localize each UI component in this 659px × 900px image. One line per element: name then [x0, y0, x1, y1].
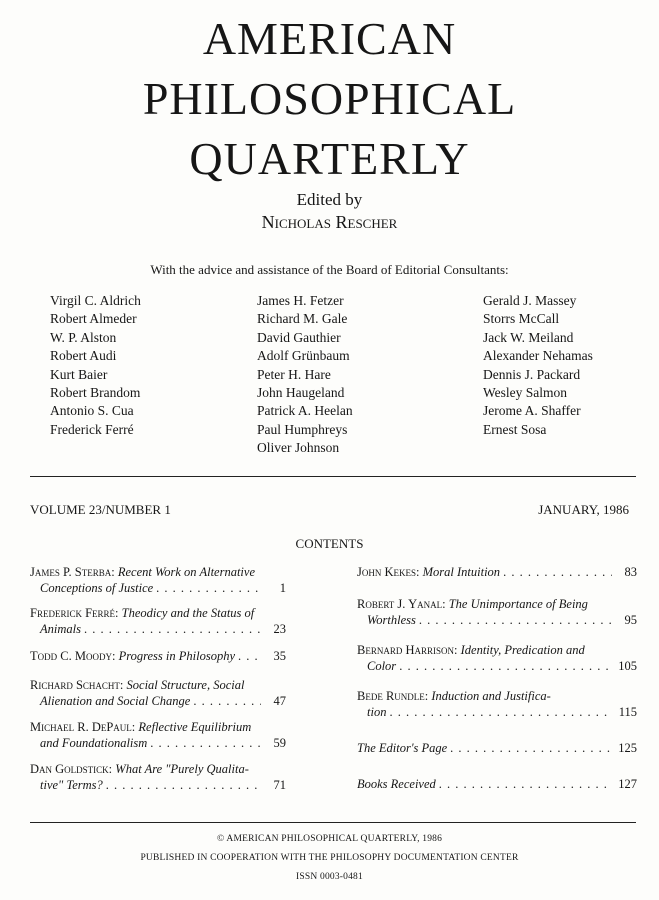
toc-entry[interactable]: [30, 565, 286, 596]
masthead-line-american: AMERICAN: [202, 13, 457, 64]
issue-date: JANUARY, 1986: [538, 502, 629, 517]
toc-title-cont: and Foundationalism: [40, 735, 148, 750]
toc-author: John Kekes:: [357, 565, 420, 579]
toc-title: Progress in Philosophy: [118, 649, 235, 663]
consultant-name: Gerald J. Massey: [483, 293, 577, 308]
toc-page: 47: [273, 693, 286, 708]
toc-entry[interactable]: [30, 720, 286, 751]
consultant-name: Virgil C. Aldrich: [50, 293, 141, 308]
toc-page: 59: [273, 735, 286, 750]
consultant-name: Frederick Ferré: [50, 421, 134, 437]
contents-heading: CONTENTS: [295, 536, 364, 551]
consultant-name: Robert Almeder: [50, 311, 137, 327]
footer-published: PUBLISHED IN COOPERATION WITH THE PHILOSOPHY DOCUMENTATION CENTER: [140, 853, 519, 863]
toc-title: Social Structure, Social: [126, 678, 245, 692]
consultant-name: John Haugeland: [257, 385, 345, 401]
consultant-name: David Gauthier: [257, 329, 341, 345]
toc-title: The Unimportance of Being: [448, 597, 588, 611]
toc-page: 125: [618, 741, 637, 755]
consultant-name: Patrick A. Heelan: [257, 403, 353, 419]
consultant-name: James H. Fetzer: [257, 293, 344, 308]
consultants-column-2: [257, 292, 353, 458]
toc-entry[interactable]: [30, 678, 286, 709]
consultants-column-1: [50, 292, 141, 439]
toc-title: Theodicy and the Status of: [121, 606, 255, 620]
masthead-line-quarterly: QUARTERLY: [189, 133, 470, 184]
toc-entry[interactable]: [357, 565, 637, 581]
toc-title-cont: Alienation and Social Change: [40, 693, 191, 708]
consultant-name: Jerome A. Shaffer: [483, 403, 581, 419]
masthead-line-philosophical: PHILOSOPHICAL: [142, 73, 517, 124]
consultant-name: Paul Humphreys: [257, 421, 348, 437]
toc-page: 83: [624, 565, 637, 579]
consultant-name: Richard M. Gale: [257, 311, 348, 327]
toc-entry[interactable]: [357, 741, 637, 757]
consultant-name: W. P. Alston: [50, 329, 117, 345]
top-divider: [30, 476, 636, 477]
footer-issn: ISSN 0003-0481: [296, 872, 363, 882]
toc-page: 95: [624, 612, 637, 627]
consultant-name: Ernest Sosa: [483, 421, 547, 437]
toc-title-cont: Animals: [40, 621, 81, 636]
toc-title-cont: Color: [367, 658, 397, 673]
toc-entry[interactable]: [30, 762, 286, 793]
toc-title-cont: Conceptions of Justice: [40, 580, 154, 595]
bottom-divider: [30, 822, 636, 823]
toc-title: What Are "Purely Qualita-: [115, 762, 249, 776]
consultant-name: Robert Audi: [50, 348, 117, 364]
toc-title: Recent Work on Alternative: [117, 565, 255, 579]
volume-number: VOLUME 23/NUMBER 1: [30, 502, 171, 517]
toc-page: 1: [279, 580, 286, 595]
toc-entry[interactable]: [357, 689, 637, 720]
consultant-name: Storrs McCall: [483, 311, 560, 327]
edited-by-label: Edited by: [296, 190, 363, 209]
toc-title: Identity, Predication and: [460, 643, 585, 657]
toc-page: 35: [273, 649, 286, 663]
toc-author: Dan Goldstick:: [30, 762, 113, 776]
toc-page: 115: [618, 704, 637, 719]
toc-entry[interactable]: [357, 777, 637, 793]
toc-title: Books Received: [357, 777, 436, 791]
toc-entry[interactable]: [357, 597, 637, 628]
consultant-name: Adolf Grünbaum: [257, 348, 350, 364]
advice-line: With the advice and assistance of the Board of Editorial Consultants:: [150, 262, 509, 277]
toc-right-column: [357, 565, 637, 805]
toc-entry[interactable]: [30, 649, 286, 665]
toc-page: 127: [618, 777, 637, 791]
toc-author: Michael R. DePaul:: [30, 720, 136, 734]
toc-left-column: [30, 565, 286, 805]
toc-title-cont: tion: [367, 704, 387, 719]
toc-title: Moral Intuition: [422, 565, 501, 579]
toc-title-cont: tive" Terms?: [40, 777, 103, 792]
toc-author: Todd C. Moody:: [30, 649, 116, 663]
toc-author: James P. Sterba:: [30, 565, 115, 579]
toc-title: Reflective Equilibrium: [138, 720, 252, 734]
consultant-name: Kurt Baier: [50, 366, 108, 382]
toc-author: Bernard Harrison:: [357, 643, 458, 657]
consultant-name: Antonio S. Cua: [50, 403, 134, 419]
consultant-name: Oliver Johnson: [257, 440, 340, 456]
toc-author: Bede Rundle:: [357, 689, 429, 703]
toc-author: Richard Schacht:: [30, 678, 124, 692]
toc-entry[interactable]: [357, 643, 637, 674]
toc-title-cont: Worthless: [367, 612, 416, 627]
consultant-name: Dennis J. Packard: [483, 366, 581, 382]
toc-page: 71: [273, 777, 286, 792]
consultants-column-3: [483, 292, 593, 439]
toc-page: 105: [618, 658, 637, 673]
consultant-name: Wesley Salmon: [483, 385, 568, 401]
toc-entry[interactable]: [30, 606, 286, 637]
consultant-name: Alexander Nehamas: [483, 348, 593, 364]
toc-title: Induction and Justifica-: [431, 689, 551, 703]
toc-author: Robert J. Yanal:: [357, 597, 446, 611]
toc-author: Frederick Ferré:: [30, 606, 119, 620]
editor-name: Nicholas Rescher: [261, 212, 398, 232]
toc-title: The Editor's Page: [357, 741, 448, 755]
consultant-name: Jack W. Meiland: [483, 329, 574, 345]
consultant-name: Peter H. Hare: [257, 366, 331, 382]
toc-page: 23: [273, 621, 286, 636]
footer-copyright: © AMERICAN PHILOSOPHICAL QUARTERLY, 1986: [216, 834, 443, 844]
consultant-name: Robert Brandom: [50, 385, 141, 401]
